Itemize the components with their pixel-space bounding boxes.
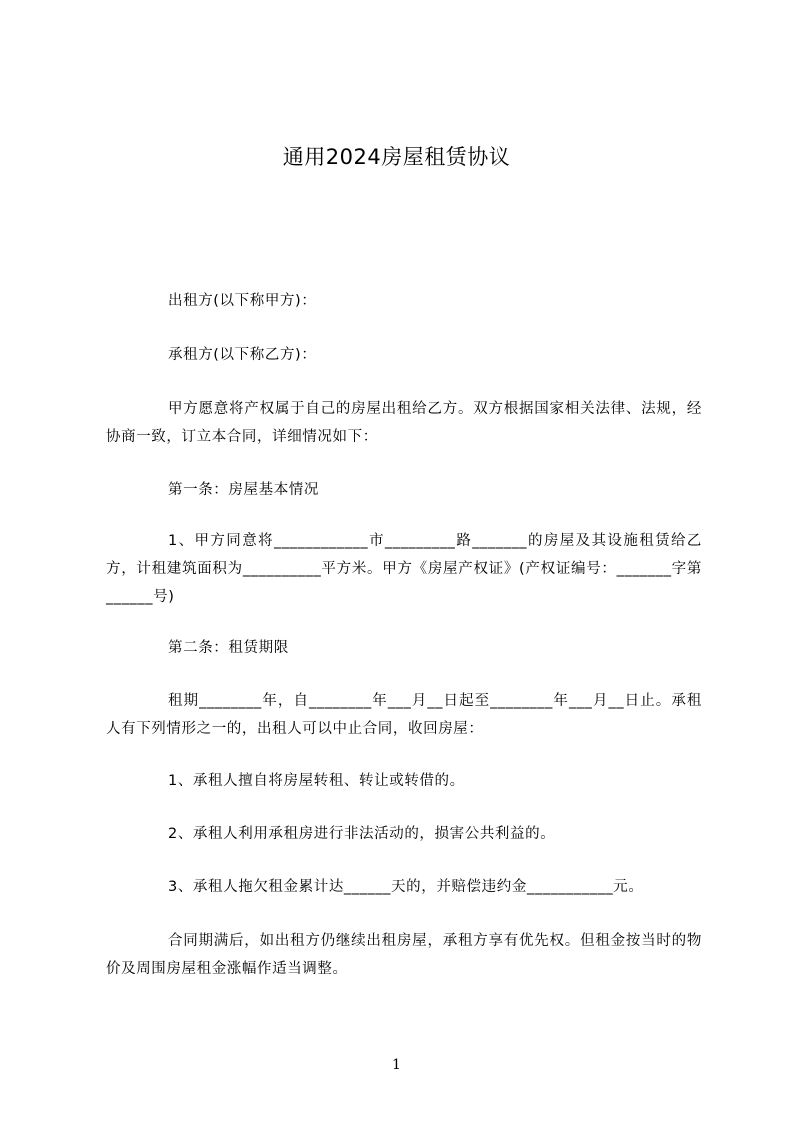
- document-title: 通用2024房屋租赁协议: [282, 145, 511, 169]
- page-number: 1: [392, 1057, 401, 1073]
- article-1-clause-1: 1、甲方同意将____________市_________路_______的房屋及其设施租赁给乙方，计租建筑面积为__________平方米。甲方《房屋产权证》(产权证编号：_______字第______号): [106, 533, 702, 605]
- termination-item-1: 1、承租人擅自将房屋转租、转让或转借的。: [168, 773, 465, 789]
- article-2-heading: 第二条：租赁期限: [168, 640, 289, 656]
- intro-paragraph: 甲方愿意将产权属于自己的房屋出租给乙方。双方根据国家相关法律、法规，经协商一致，订立本合同，详细情况如下：: [106, 401, 702, 445]
- article-1-heading: 第一条：房屋基本情况: [168, 482, 319, 498]
- lease-term-paragraph: 租期________年，自________年___月__日起至________年___月__日止。承租人有下列情形之一的，出租人可以中止合同，收回房屋：: [106, 693, 702, 737]
- lessor-line: 出租方(以下称甲方)：: [168, 293, 317, 309]
- termination-item-3: 3、承租人拖欠租金累计达______天的，并赔偿违约金___________元。: [168, 879, 644, 895]
- termination-item-2: 2、承租人利用承租房进行非法活动的，损害公共利益的。: [168, 826, 556, 842]
- lessee-line: 承租方(以下称乙方)：: [168, 347, 317, 363]
- renewal-paragraph: 合同期满后，如出租方仍继续出租房屋，承租方享有优先权。但租金按当时的物价及周围房屋租金涨幅作适当调整。: [106, 933, 702, 977]
